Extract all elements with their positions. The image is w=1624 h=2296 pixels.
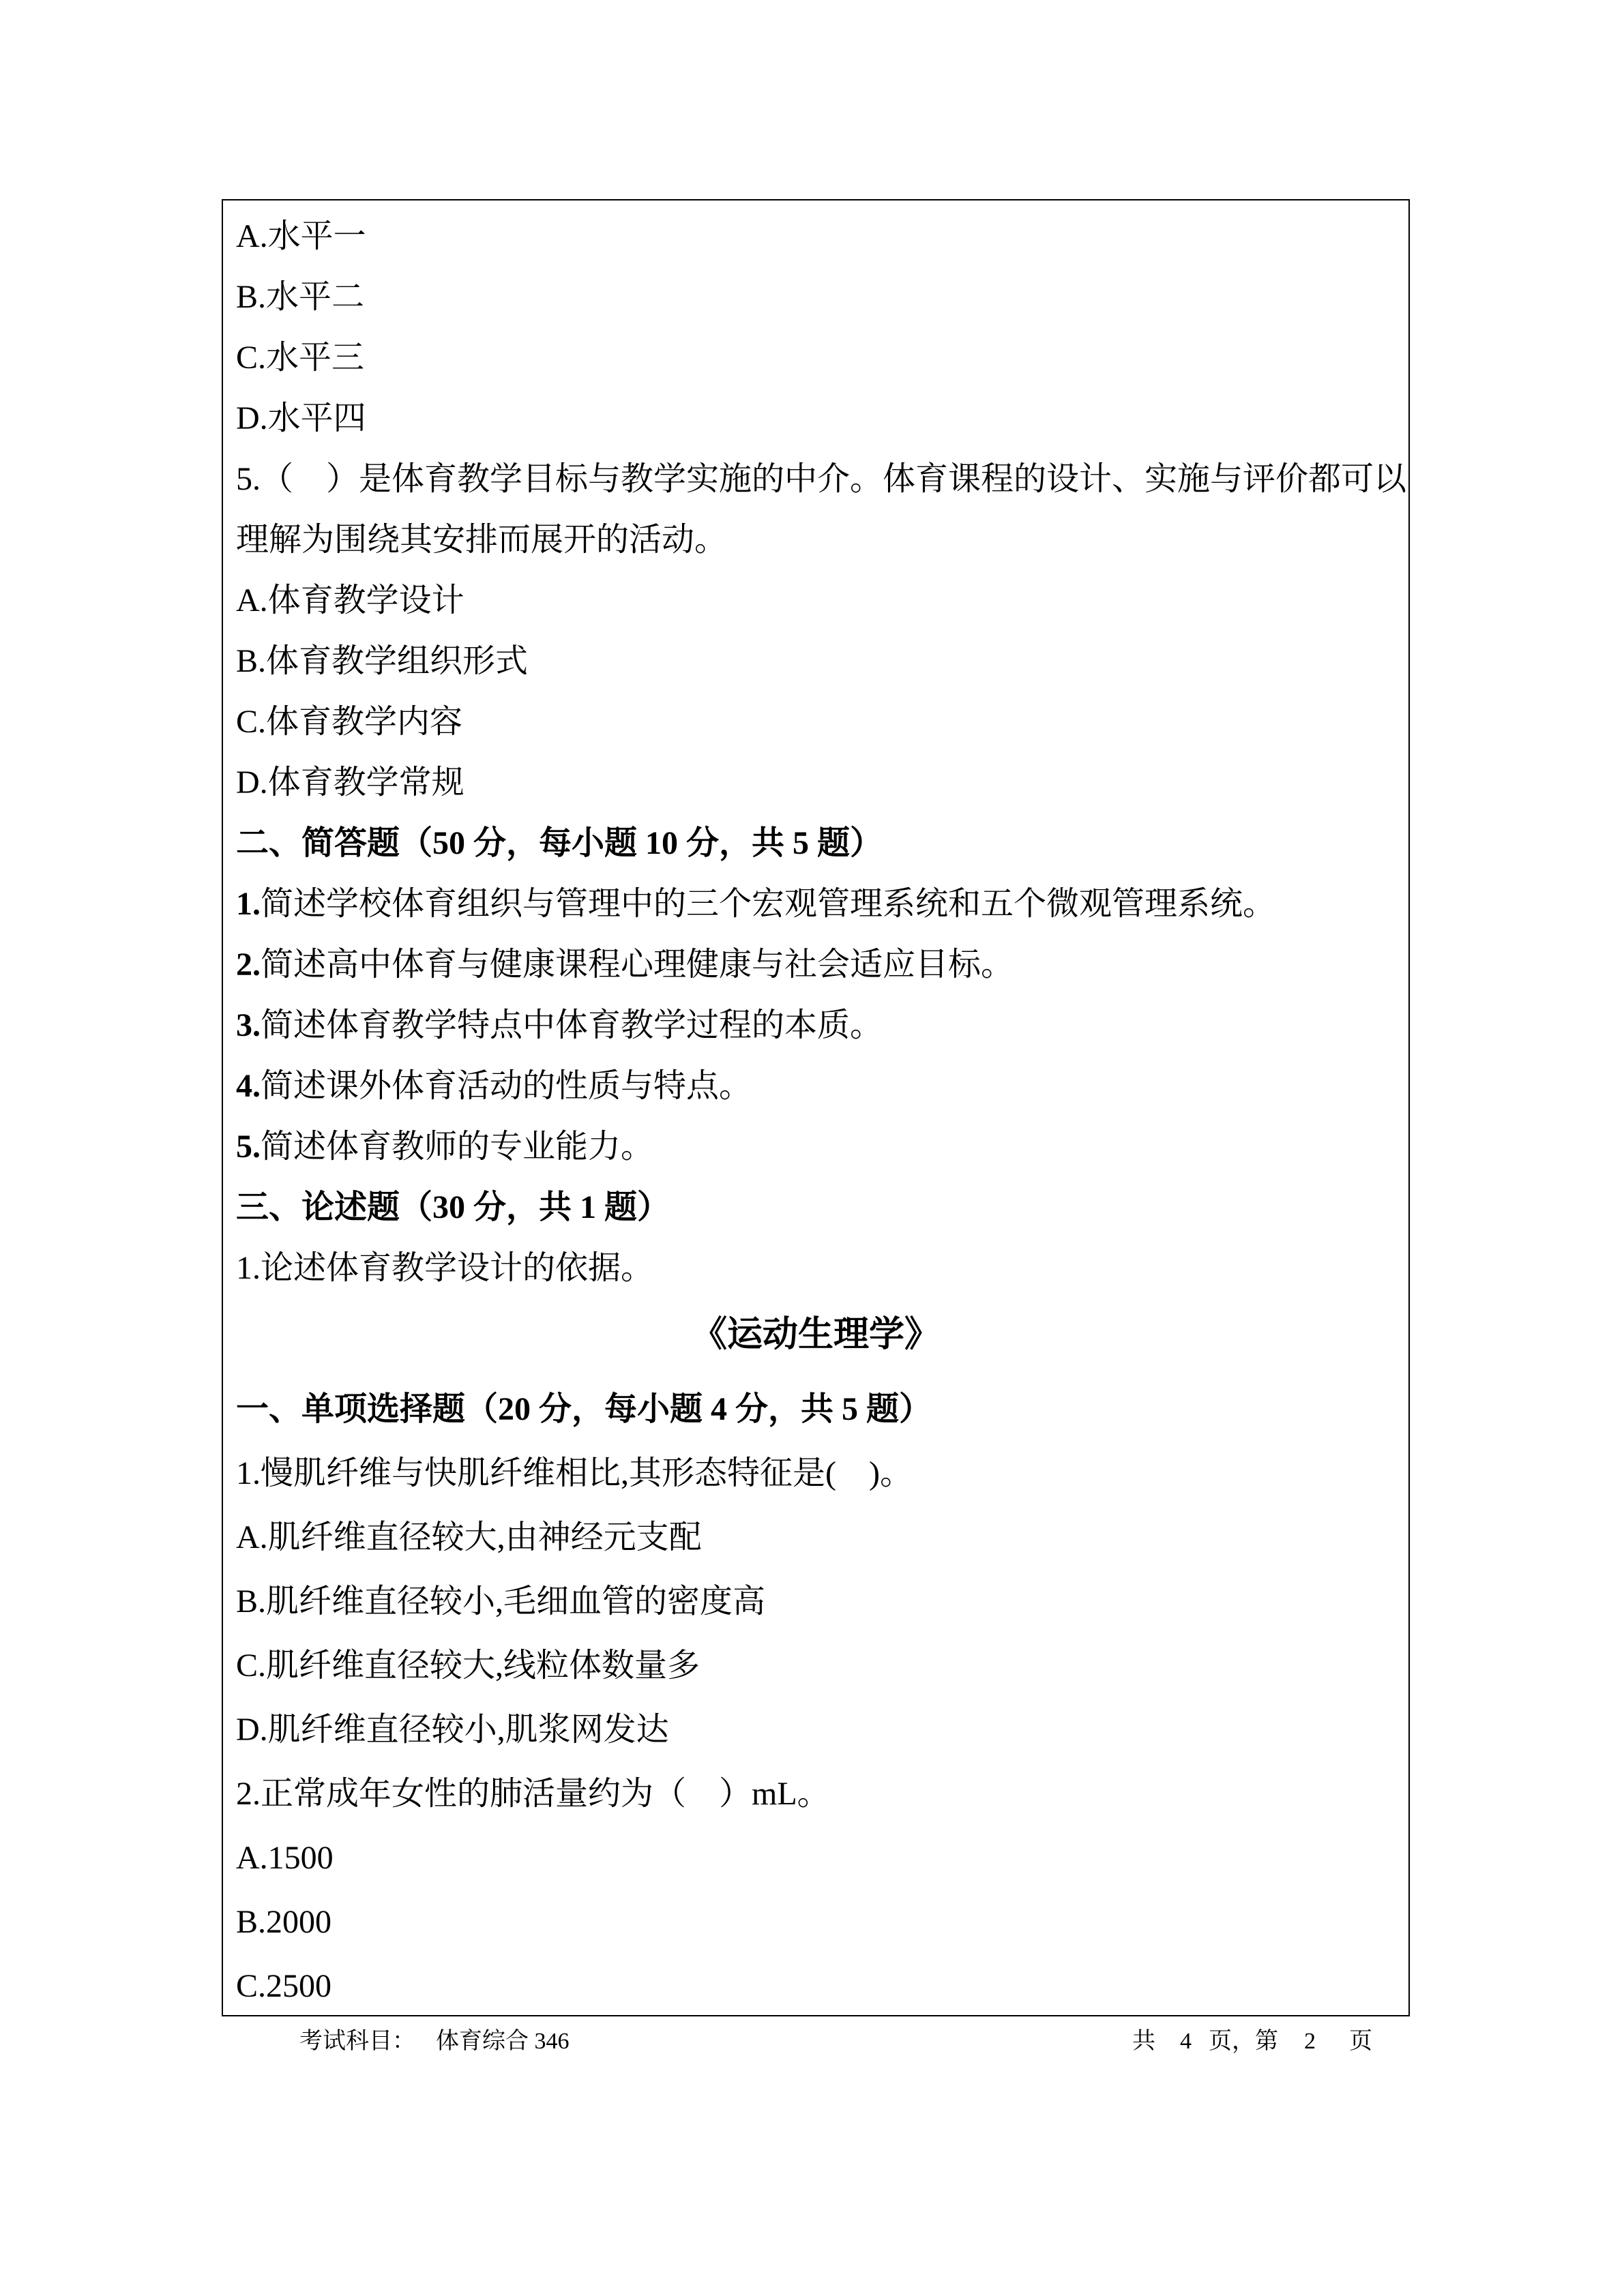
footer-current-page: 2 (1304, 2029, 1316, 2054)
question-number: 3. (236, 1007, 261, 1043)
option-line: D.水平四 (236, 400, 366, 436)
option-line: B.2000 (236, 1904, 332, 1940)
question-number: 1. (236, 886, 261, 922)
footer-total-prefix: 共 (1132, 2029, 1155, 2054)
question-number: 2. (236, 946, 261, 983)
short-answer-question (236, 995, 1406, 1056)
essay-question: 1.论述体育教学设计的依据。 (236, 1250, 654, 1286)
section-heading-essay: 三、论述题（30 分，共 1 题） (236, 1189, 670, 1225)
question-stem: 2.正常成年女性的肺活量约为（ ）mL。 (236, 1776, 830, 1812)
option-line: B.体育教学组织形式 (236, 643, 529, 679)
question-stem: 5.（ ）是体育教学目标与教学实施的中介。体育课程的设计、实施与评价都可以理解为围绕其安排而展开的活动。 (236, 461, 1407, 558)
question-frame (222, 199, 1410, 2016)
option-line: C.2500 (236, 1968, 332, 2004)
question-text: 简述体育教学特点中体育教学过程的本质。 (261, 1007, 883, 1043)
short-answer-question (236, 934, 1406, 995)
question-number: 4. (236, 1068, 261, 1104)
option-line: C.肌纤维直径较大,线粒体数量多 (236, 1648, 700, 1684)
short-answer-question (236, 874, 1406, 934)
short-answer-question (236, 1116, 1406, 1177)
option-line: D.肌纤维直径较小,肌浆网发达 (236, 1712, 669, 1748)
question-text: 简述高中体育与健康课程心理健康与社会适应目标。 (261, 946, 1014, 983)
footer-subject-label: 考试科目： (299, 2029, 415, 2054)
option-line: A.1500 (236, 1840, 334, 1876)
footer-subject-value: 体育综合 346 (436, 2029, 570, 2054)
footer-total-suffix: 页，第 (1209, 2029, 1278, 2054)
question-number: 5. (236, 1129, 261, 1165)
section-heading-single-choice: 一、单项选择题（20 分，每小题 4 分，共 5 题） (236, 1391, 932, 1427)
question-text: 简述体育教师的专业能力。 (261, 1129, 654, 1165)
option-line: B.肌纤维直径较小,毛细血管的密度高 (236, 1583, 766, 1620)
question-text: 简述课外体育活动的性质与特点。 (261, 1068, 752, 1104)
short-answer-question (236, 1056, 1406, 1116)
option-line: A.体育教学设计 (236, 582, 464, 618)
option-line: A.水平一 (236, 218, 366, 254)
subject-title: 《运动生理学》 (691, 1315, 940, 1354)
question-text: 简述学校体育组织与管理中的三个宏观管理系统和五个微观管理系统。 (261, 886, 1276, 922)
option-line: C.体育教学内容 (236, 704, 463, 740)
footer-current-suffix: 页 (1349, 2029, 1372, 2054)
question-stem: 1.慢肌纤维与快肌纤维相比,其形态特征是( )。 (236, 1455, 913, 1491)
option-line: C.水平三 (236, 340, 365, 376)
section-heading-short-answer: 二、简答题（50 分，每小题 10 分，共 5 题） (236, 825, 883, 861)
option-line: B.水平二 (236, 279, 365, 315)
question-content (236, 206, 1406, 2018)
footer-total-pages: 4 (1180, 2029, 1192, 2054)
option-line: D.体育教学常规 (236, 764, 464, 801)
option-line: A.肌纤维直径较大,由神经元支配 (236, 1519, 702, 1555)
